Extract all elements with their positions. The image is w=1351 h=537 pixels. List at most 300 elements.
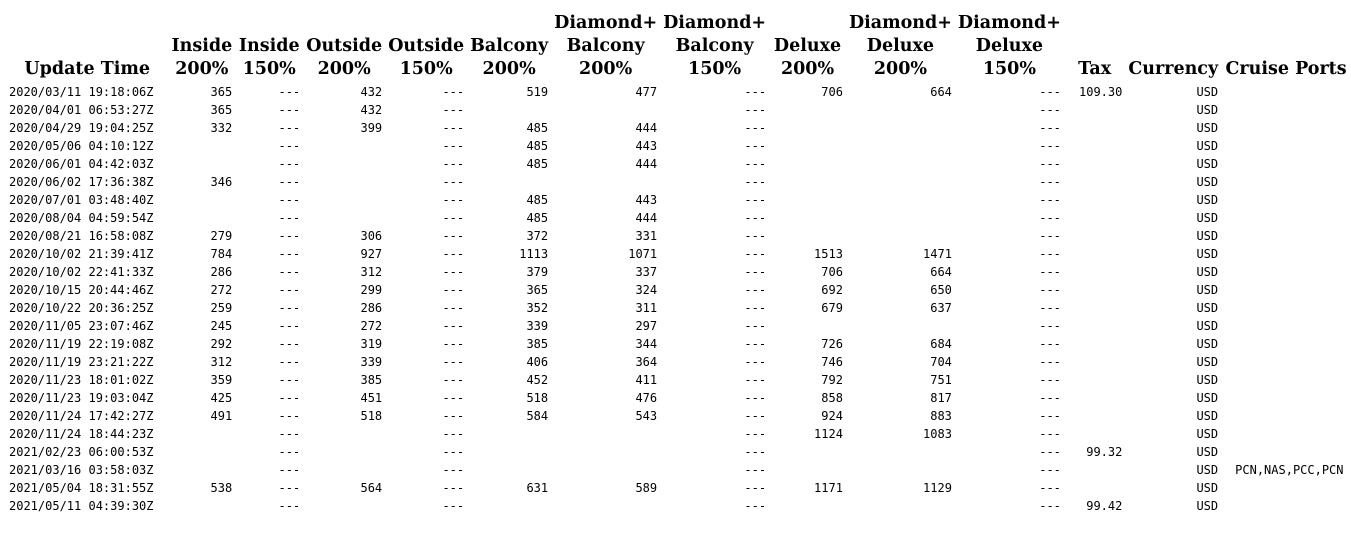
cell-deluxe-200 [769,101,846,119]
cell-tax [1064,245,1125,263]
cell-deluxe-200: 1513 [814,247,843,261]
cell-dp-balcony-200: 543 [635,409,658,423]
cell-outside-200 [303,155,385,173]
cell-currency: USD [1196,355,1219,369]
cell-dp-deluxe-200: 1083 [923,427,952,441]
cell-balcony-200 [467,101,551,119]
cell-cruise-ports [1221,425,1351,443]
cell-tax [1064,335,1125,353]
cell-outside-150: --- [442,481,465,495]
cell-inside-200: 332 [210,121,233,135]
cell-dp-deluxe-150: --- [1039,283,1061,297]
cell-outside-200: 432 [360,85,383,99]
cell-balcony-200: 379 [526,265,549,279]
cell-outside-200: 272 [360,319,383,333]
cell-dp-deluxe-200: 684 [930,337,952,351]
cell-balcony-200: 452 [526,373,549,387]
cell-dp-deluxe-150: --- [1039,319,1061,333]
cell-dp-balcony-150: --- [744,499,767,513]
cell-inside-150: --- [278,247,301,261]
cell-cruise-ports [1221,263,1351,281]
cell-balcony-200: 365 [526,283,549,297]
cell-tax: 99.32 [1086,445,1123,459]
cell-outside-200: 299 [360,283,383,297]
cell-dp-balcony-150: --- [744,193,767,207]
cell-inside-150: --- [278,319,301,333]
table-row [6,497,1351,515]
cell-update-time: 2020/11/19 22:19:08Z [9,337,154,351]
cell-outside-200 [303,425,385,443]
cell-deluxe-200 [769,173,846,191]
cell-balcony-200: 352 [526,301,549,315]
cell-update-time: 2020/10/02 21:39:41Z [9,247,154,261]
table-row [6,425,1351,443]
cell-dp-deluxe-200: 637 [930,301,952,315]
cell-outside-150: --- [442,85,465,99]
cell-inside-150: --- [278,85,301,99]
cell-balcony-200: 584 [526,409,549,423]
cell-inside-200: 425 [210,391,233,405]
cell-balcony-200: 519 [526,85,549,99]
cell-currency: USD [1196,103,1219,117]
cell-dp-balcony-200: 1071 [628,247,658,261]
cell-inside-200: 245 [210,319,233,333]
cell-outside-200: 927 [360,247,383,261]
cell-tax [1064,479,1125,497]
cell-dp-deluxe-150: --- [1039,355,1061,369]
table-row [6,119,1351,137]
column-header-currency: Currency [1128,59,1219,79]
cell-outside-200 [303,137,385,155]
table-row [6,281,1351,299]
header-row [6,12,1351,83]
cell-tax [1064,191,1125,209]
cell-inside-200: 272 [210,283,233,297]
cell-outside-150: --- [442,427,465,441]
cell-update-time: 2020/11/23 19:03:04Z [9,391,154,405]
cell-outside-200 [303,173,385,191]
cell-tax [1064,173,1125,191]
cell-outside-150: --- [442,265,465,279]
cell-dp-balcony-150: --- [744,319,767,333]
cell-balcony-200: 406 [526,355,549,369]
cell-dp-deluxe-200: 704 [930,355,952,369]
column-header-inside-150: Inside 150% [238,36,300,79]
cell-inside-150: --- [278,355,301,369]
cell-outside-200: 312 [360,265,383,279]
cell-deluxe-200: 726 [821,337,843,351]
cell-cruise-ports [1221,407,1351,425]
cell-dp-balcony-150: --- [744,175,767,189]
cell-update-time: 2020/03/11 19:18:06Z [9,85,154,99]
cell-currency: USD [1196,175,1219,189]
cell-outside-200: 399 [360,121,383,135]
column-header-deluxe-200: Deluxe 200% [773,36,842,79]
table-row [6,461,1351,479]
cell-outside-200: 564 [360,481,383,495]
cell-cruise-ports [1221,299,1351,317]
cell-outside-200 [303,461,385,479]
cell-dp-deluxe-200: 1471 [923,247,952,261]
cell-cruise-ports [1221,137,1351,155]
cell-update-time: 2020/08/21 16:58:08Z [9,229,154,243]
cell-inside-150: --- [278,139,301,153]
cell-dp-balcony-200: 444 [635,211,658,225]
cell-dp-balcony-150: --- [744,265,767,279]
cell-dp-deluxe-150: --- [1039,85,1061,99]
cell-outside-150: --- [442,283,465,297]
cell-tax [1064,389,1125,407]
cell-outside-150: --- [442,301,465,315]
table-row [6,137,1351,155]
cell-currency: USD [1196,301,1219,315]
cell-balcony-200: 518 [526,391,549,405]
cell-dp-deluxe-150: --- [1039,265,1061,279]
cell-dp-deluxe-150: --- [1039,103,1061,117]
cell-currency: USD [1196,427,1219,441]
cell-dp-balcony-200: 444 [635,121,658,135]
cell-currency: USD [1196,247,1219,261]
cell-outside-150: --- [442,103,465,117]
cell-balcony-200: 385 [526,337,549,351]
cell-inside-150: --- [278,193,301,207]
cell-dp-deluxe-150: --- [1039,301,1061,315]
column-header-cruise-ports: Cruise Ports [1225,59,1347,79]
cell-deluxe-200: 1124 [814,427,843,441]
cell-deluxe-200: 858 [821,391,843,405]
cell-dp-balcony-150: --- [744,445,767,459]
cell-dp-deluxe-150: --- [1039,121,1061,135]
cell-balcony-200 [467,173,551,191]
cell-currency: USD [1196,481,1219,495]
cell-inside-200: 359 [210,373,233,387]
cell-update-time: 2020/11/19 23:21:22Z [9,355,154,369]
cell-dp-balcony-200: 589 [635,481,658,495]
cell-currency: USD [1196,337,1219,351]
table-row [6,443,1351,461]
cell-outside-150: --- [442,319,465,333]
cell-inside-150: --- [278,157,301,171]
cell-inside-150: --- [278,445,301,459]
cell-inside-150: --- [278,499,301,513]
cell-update-time: 2020/10/22 20:36:25Z [9,301,154,315]
cell-dp-balcony-150: --- [744,283,767,297]
cell-dp-balcony-150: --- [744,391,767,405]
cell-dp-balcony-200 [551,173,660,191]
cell-balcony-200 [467,443,551,461]
cell-deluxe-200 [769,443,846,461]
cell-cruise-ports [1221,389,1351,407]
cell-dp-deluxe-200: 664 [930,265,952,279]
cell-inside-200 [168,137,235,155]
cell-currency: USD [1196,121,1219,135]
column-header-update-time: Update Time [24,59,151,79]
cell-inside-200: 346 [210,175,233,189]
table-row [6,101,1351,119]
cell-outside-150: --- [442,409,465,423]
cell-deluxe-200: 706 [821,85,843,99]
column-header-inside-200: Inside 200% [171,36,233,79]
cell-outside-150: --- [442,337,465,351]
table-row [6,209,1351,227]
cell-dp-balcony-150: --- [744,229,767,243]
cell-outside-150: --- [442,193,465,207]
cell-deluxe-200: 692 [821,283,843,297]
cell-inside-200: 312 [210,355,233,369]
cell-outside-200: 339 [360,355,383,369]
cell-dp-deluxe-150: --- [1039,211,1061,225]
cell-currency: USD [1196,445,1219,459]
table-body [6,83,1351,515]
cell-inside-200 [168,209,235,227]
cell-currency: USD [1196,319,1219,333]
cell-inside-200: 491 [210,409,233,423]
cell-currency: USD [1196,85,1219,99]
cell-cruise-ports [1221,227,1351,245]
cell-outside-150: --- [442,373,465,387]
cell-cruise-ports: PCN,NAS,PCC,PCN [1235,463,1344,477]
cell-dp-deluxe-200: 883 [930,409,952,423]
cell-dp-balcony-150: --- [744,139,767,153]
cell-outside-200 [303,191,385,209]
cell-dp-balcony-200: 476 [635,391,658,405]
cell-dp-deluxe-200 [846,227,955,245]
cell-dp-deluxe-200 [846,317,955,335]
table-header [6,12,1351,83]
cell-balcony-200: 372 [526,229,549,243]
cell-dp-deluxe-200 [846,443,955,461]
cell-deluxe-200 [769,137,846,155]
cell-dp-balcony-150: --- [744,463,767,477]
cell-outside-150: --- [442,175,465,189]
cell-balcony-200: 339 [526,319,549,333]
cell-outside-200: 306 [360,229,383,243]
cell-dp-balcony-150: --- [744,409,767,423]
column-header-dp-deluxe-200: Diamond+ Deluxe 200% [848,13,952,79]
cell-dp-deluxe-200 [846,191,955,209]
cell-inside-200 [168,425,235,443]
cell-dp-deluxe-150: --- [1039,373,1061,387]
cell-cruise-ports [1221,443,1351,461]
cell-dp-balcony-200: 411 [635,373,658,387]
cell-outside-150: --- [442,445,465,459]
cell-tax [1064,299,1125,317]
cell-tax [1064,137,1125,155]
cell-currency: USD [1196,193,1219,207]
cell-dp-balcony-200: 444 [635,157,658,171]
cell-tax [1064,209,1125,227]
cell-inside-200: 365 [210,103,233,117]
cell-update-time: 2020/10/15 20:44:46Z [9,283,154,297]
cell-deluxe-200 [769,227,846,245]
cell-outside-200: 432 [360,103,383,117]
cell-dp-balcony-150: --- [744,355,767,369]
cell-tax [1064,353,1125,371]
column-header-dp-balcony-200: Diamond+ Balcony 200% [554,13,658,79]
cell-deluxe-200: 792 [821,373,843,387]
cell-deluxe-200 [769,317,846,335]
cell-inside-200: 365 [210,85,233,99]
cell-inside-150: --- [278,427,301,441]
cell-outside-150: --- [442,139,465,153]
table-row [6,227,1351,245]
cell-dp-deluxe-150: --- [1039,229,1061,243]
cell-currency: USD [1196,283,1219,297]
cell-dp-balcony-200: 297 [635,319,658,333]
cell-currency: USD [1196,211,1219,225]
cell-inside-200: 784 [210,247,233,261]
table-row [6,317,1351,335]
cell-inside-150: --- [278,121,301,135]
cell-outside-150: --- [442,247,465,261]
cell-inside-150: --- [278,409,301,423]
cell-currency: USD [1196,409,1219,423]
cell-balcony-200: 485 [526,193,549,207]
cell-deluxe-200 [769,119,846,137]
cell-dp-deluxe-200 [846,137,955,155]
cell-inside-150: --- [278,481,301,495]
cell-currency: USD [1196,463,1219,477]
cell-outside-200: 385 [360,373,383,387]
cell-tax [1064,263,1125,281]
cell-cruise-ports [1221,479,1351,497]
cell-dp-deluxe-200: 1129 [923,481,952,495]
cell-update-time: 2021/02/23 06:00:53Z [9,445,154,459]
cell-dp-balcony-150: --- [744,211,767,225]
cell-tax [1064,317,1125,335]
cell-tax [1064,407,1125,425]
cell-dp-deluxe-200 [846,209,955,227]
cell-update-time: 2020/08/04 04:59:54Z [9,211,154,225]
cell-balcony-200: 631 [526,481,549,495]
cell-dp-deluxe-150: --- [1039,337,1061,351]
cell-tax [1064,281,1125,299]
cell-dp-deluxe-150: --- [1039,139,1061,153]
cell-cruise-ports [1221,497,1351,515]
cell-dp-deluxe-200: 751 [930,373,952,387]
cell-dp-balcony-200 [551,443,660,461]
cell-outside-200: 518 [360,409,383,423]
cell-dp-balcony-150: --- [744,337,767,351]
cell-currency: USD [1196,157,1219,171]
table-row [6,335,1351,353]
cell-update-time: 2020/10/02 22:41:33Z [9,265,154,279]
cell-balcony-200 [467,461,551,479]
cell-deluxe-200: 924 [821,409,843,423]
cell-dp-balcony-200 [551,425,660,443]
cell-tax: 99.42 [1086,499,1123,513]
cell-inside-200 [168,155,235,173]
cell-cruise-ports [1221,317,1351,335]
cell-dp-deluxe-200 [846,119,955,137]
column-header-outside-150: Outside 150% [388,36,465,79]
cell-dp-balcony-150: --- [744,373,767,387]
cell-inside-150: --- [278,463,301,477]
cell-cruise-ports [1221,335,1351,353]
cell-inside-200: 292 [210,337,233,351]
cell-outside-200 [303,497,385,515]
cell-inside-150: --- [278,283,301,297]
cell-outside-200 [303,443,385,461]
cell-outside-200: 451 [360,391,383,405]
cell-dp-balcony-150: --- [744,427,767,441]
table-row [6,371,1351,389]
cell-balcony-200: 485 [526,121,549,135]
cell-dp-deluxe-200 [846,497,955,515]
cell-deluxe-200 [769,461,846,479]
cell-cruise-ports [1221,173,1351,191]
cell-dp-deluxe-200 [846,155,955,173]
cell-dp-balcony-150: --- [744,85,767,99]
cell-update-time: 2020/11/05 23:07:46Z [9,319,154,333]
cell-balcony-200: 1113 [519,247,549,261]
cell-dp-balcony-200: 344 [635,337,658,351]
cell-dp-balcony-200 [551,101,660,119]
cell-balcony-200: 485 [526,157,549,171]
cell-dp-deluxe-150: --- [1039,175,1061,189]
cell-deluxe-200: 746 [821,355,843,369]
cell-update-time: 2021/03/16 03:58:03Z [9,463,154,477]
cell-dp-deluxe-150: --- [1039,193,1061,207]
cell-cruise-ports [1221,209,1351,227]
cell-cruise-ports [1221,83,1351,101]
table-row [6,389,1351,407]
cell-outside-150: --- [442,229,465,243]
cell-deluxe-200 [769,155,846,173]
cell-dp-balcony-150: --- [744,247,767,261]
cell-outside-200 [303,209,385,227]
cell-update-time: 2020/06/01 04:42:03Z [9,157,154,171]
cell-deluxe-200: 1171 [814,481,843,495]
cell-outside-200: 286 [360,301,383,315]
cell-dp-deluxe-200 [846,461,955,479]
cell-tax: 109.30 [1079,85,1123,99]
table-row [6,263,1351,281]
cell-currency: USD [1196,139,1219,153]
cell-tax [1064,101,1125,119]
table-row [6,479,1351,497]
cell-inside-150: --- [278,301,301,315]
cell-currency: USD [1196,229,1219,243]
cell-inside-200: 286 [210,265,233,279]
cell-currency: USD [1196,373,1219,387]
cell-inside-150: --- [278,211,301,225]
cell-deluxe-200 [769,191,846,209]
cell-inside-150: --- [278,373,301,387]
cell-tax [1064,371,1125,389]
column-header-dp-deluxe-150: Diamond+ Deluxe 150% [957,13,1061,79]
column-header-dp-balcony-150: Diamond+ Balcony 150% [663,13,767,79]
cell-outside-150: --- [442,499,465,513]
cell-update-time: 2020/04/01 06:53:27Z [9,103,154,117]
cell-cruise-ports [1221,101,1351,119]
cell-cruise-ports [1221,119,1351,137]
cell-currency: USD [1196,265,1219,279]
cell-inside-150: --- [278,103,301,117]
cell-cruise-ports [1221,155,1351,173]
cell-dp-deluxe-150: --- [1039,499,1061,513]
table-row [6,191,1351,209]
cell-outside-150: --- [442,211,465,225]
cell-tax [1064,461,1125,479]
cell-cruise-ports [1221,191,1351,209]
cell-inside-150: --- [278,229,301,243]
cell-outside-150: --- [442,157,465,171]
cell-update-time: 2020/04/29 19:04:25Z [9,121,154,135]
cell-dp-deluxe-150: --- [1039,247,1061,261]
cell-dp-balcony-150: --- [744,481,767,495]
cell-outside-200: 319 [360,337,383,351]
